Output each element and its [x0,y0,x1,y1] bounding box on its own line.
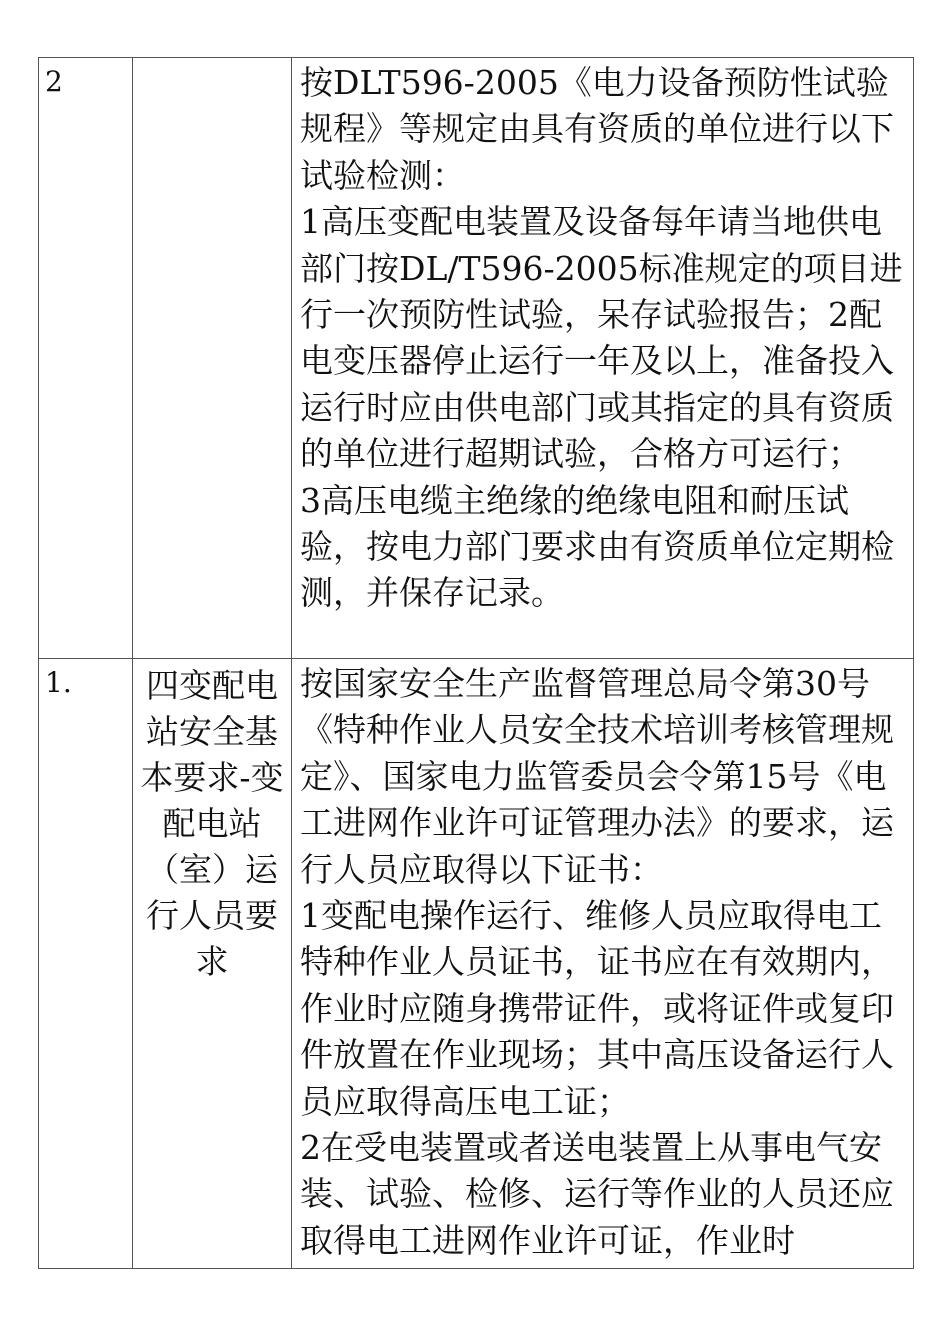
row-number: 2 [45,65,63,98]
row-number: 1. [45,666,72,699]
table-row [39,659,914,1269]
content-cell [292,58,914,659]
content-paragraph: 1高压变配电装置及设备每年请当地供电部门按DL/T596-2005标准规定的项目进行一次预防性试验，呆存试验报告；2配电变压器停止运行一年及以上，准备投入运行时应由供电部门或其指定的具有资质的单位进行超期试验，合格方可运行； [300,202,903,474]
content-paragraph: 2在受电装置或者送电装置上从事电气安装、试验、检修、运行等作业的人员还应取得电工进网作业许可证，作业时 [300,1128,894,1260]
content-cell [292,659,914,1269]
content-paragraph: 按DLT596-2005《电力设备预防性试验规程》等规定由具有资质的单位进行以下试验检测： [300,63,894,195]
table-row [39,58,914,659]
row-number-cell [39,58,133,659]
category-text: 四变配电站安全基本要求-变配电站（室）运行人员要求 [140,666,284,981]
content-paragraph: 3高压电缆主绝缘的绝缘电阻和耐压试验，按电力部门要求由有资质单位定期检测，并保存记录。 [300,480,894,613]
category-cell [133,659,292,1269]
category-cell [133,58,292,659]
content-paragraph: 1变配电操作运行、维修人员应取得电工特种作业人员证书，证书应在有效期内，作业时应随身携带证件，或将证件或复印件放置在作业现场；其中高压设备运行人员应取得高压电工证； [300,896,894,1121]
row-number-cell [39,659,133,1269]
category-text [133,58,291,62]
document-table [38,57,914,1269]
content-paragraph: 按国家安全生产监督管理总局令第30号《特种作业人员安全技术培训考核管理规定》、国家电力监管委员会令第15号《电工进网作业许可证管理办法》的要求，运行人员应取得以下证书： [300,664,894,889]
